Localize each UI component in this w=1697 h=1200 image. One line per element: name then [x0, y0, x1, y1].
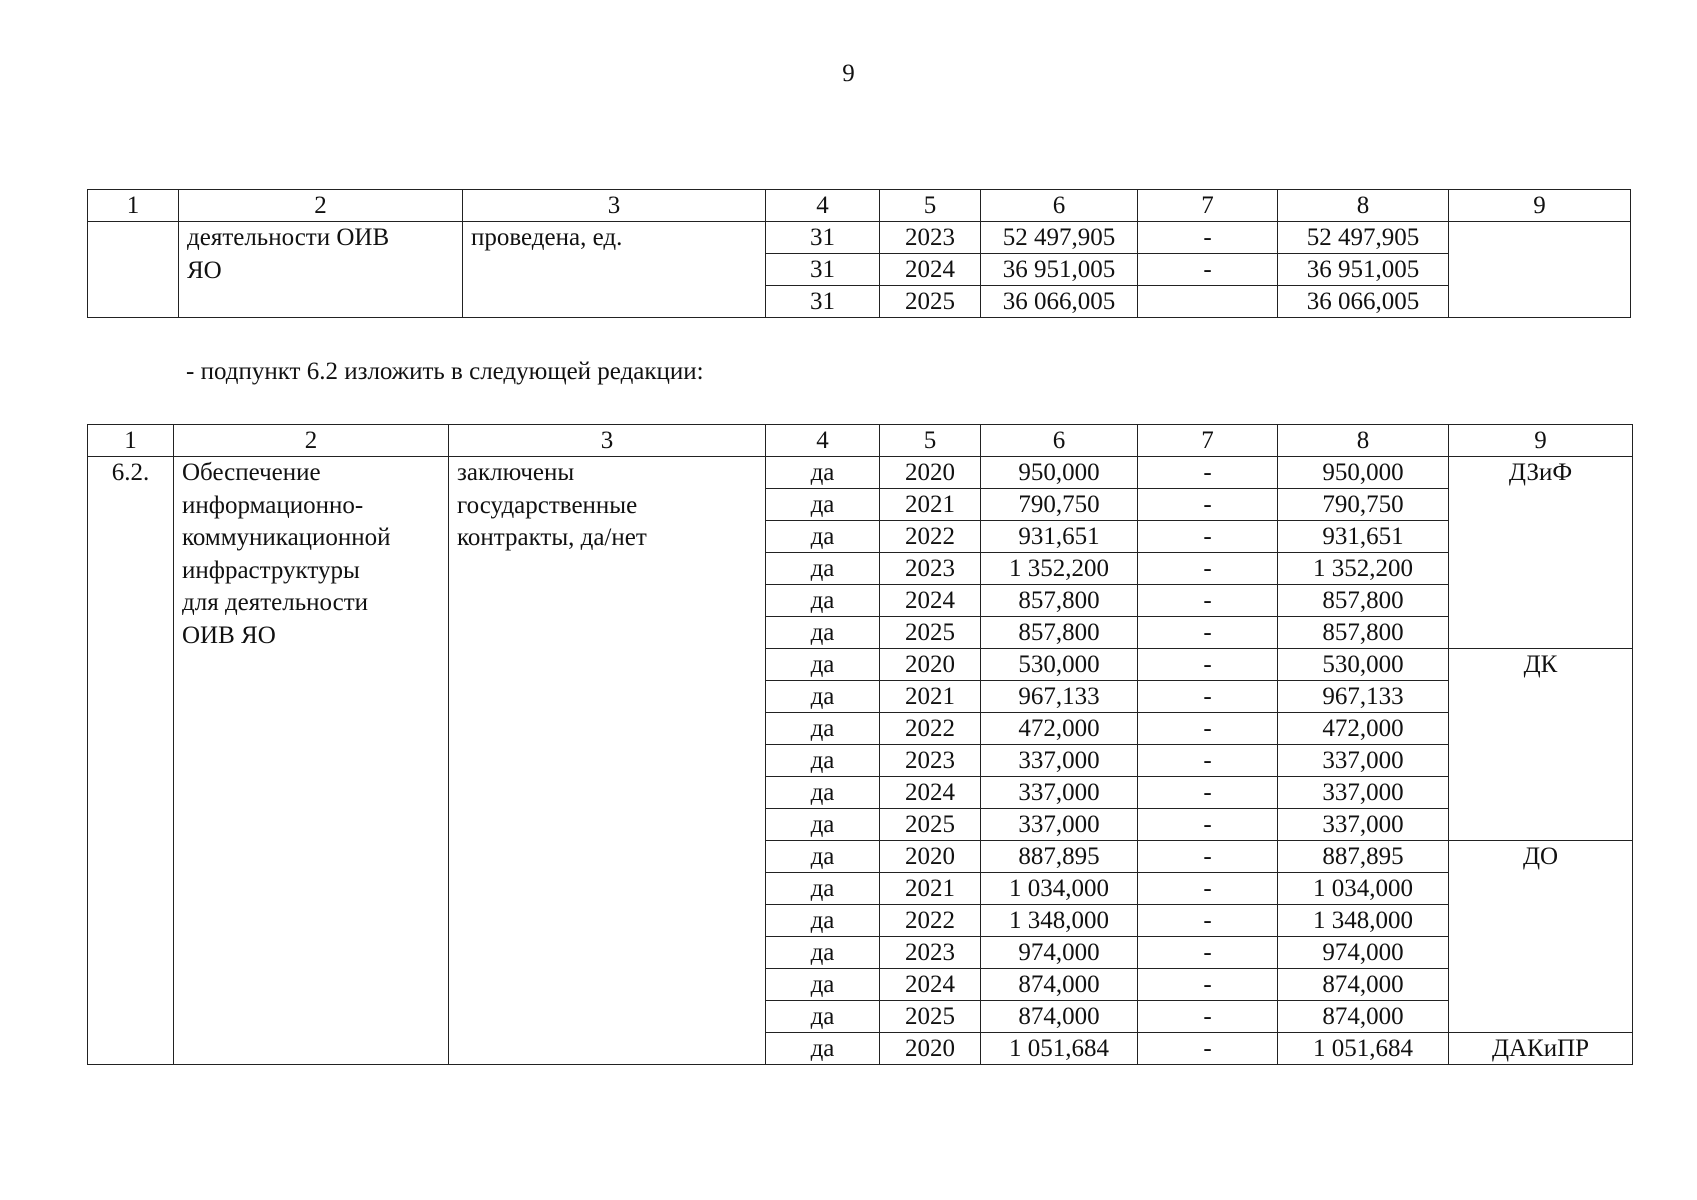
column-number: 2 [174, 425, 449, 457]
page-number: 9 [842, 60, 855, 87]
amount-cell-col7: - [1138, 777, 1278, 809]
indicator-value-cell: да [766, 777, 880, 809]
column-number: 3 [449, 425, 766, 457]
amount-cell-col8: 887,895 [1278, 841, 1449, 873]
column-number: 7 [1138, 425, 1278, 457]
amount-cell-col7: - [1138, 553, 1278, 585]
table-row [88, 457, 1633, 489]
column-number: 1 [88, 425, 174, 457]
amount-cell-col7: - [1138, 649, 1278, 681]
amount-cell-col8: 1 051,684 [1278, 1033, 1449, 1065]
year-cell: 2025 [880, 809, 981, 841]
column-number: 2 [179, 190, 463, 222]
total-amount-cell: 52 497,905 [981, 222, 1138, 254]
year-cell: 2025 [880, 286, 981, 318]
amount-cell-col7: - [1138, 254, 1278, 286]
year-cell: 2023 [880, 222, 981, 254]
column-number: 9 [1449, 190, 1631, 222]
total-amount-cell: 887,895 [981, 841, 1138, 873]
indicator-value-cell: да [766, 521, 880, 553]
total-amount-cell: 857,800 [981, 585, 1138, 617]
amount-cell-col7: - [1138, 457, 1278, 489]
indicator-value-cell: да [766, 809, 880, 841]
amount-cell-col8: 337,000 [1278, 777, 1449, 809]
amount-cell-col8: 950,000 [1278, 457, 1449, 489]
amount-cell-col8: 36 951,005 [1278, 254, 1449, 286]
year-cell: 2024 [880, 585, 981, 617]
column-number: 6 [981, 190, 1138, 222]
amount-cell-col8: 337,000 [1278, 809, 1449, 841]
amount-cell-col8: 1 352,200 [1278, 553, 1449, 585]
indicator-value-cell: да [766, 1001, 880, 1033]
executor-cell: ДЗиФ [1449, 457, 1633, 649]
total-amount-cell: 36 951,005 [981, 254, 1138, 286]
total-amount-cell: 1 348,000 [981, 905, 1138, 937]
year-cell: 2023 [880, 745, 981, 777]
indicator-value-cell: да [766, 489, 880, 521]
year-cell: 2021 [880, 873, 981, 905]
total-amount-cell: 337,000 [981, 777, 1138, 809]
indicator-value-cell: да [766, 873, 880, 905]
column-number-row [88, 425, 1633, 457]
amount-cell-col8: 931,651 [1278, 521, 1449, 553]
amount-cell-col7: - [1138, 713, 1278, 745]
total-amount-cell: 530,000 [981, 649, 1138, 681]
total-amount-cell: 1 051,684 [981, 1033, 1138, 1065]
executor-cell: ДО [1449, 841, 1633, 1033]
amount-cell-col8: 874,000 [1278, 1001, 1449, 1033]
total-amount-cell: 974,000 [981, 937, 1138, 969]
indicator-value-cell: да [766, 649, 880, 681]
column-number: 3 [463, 190, 766, 222]
year-cell: 2021 [880, 489, 981, 521]
total-amount-cell: 472,000 [981, 713, 1138, 745]
column-number: 1 [88, 190, 179, 222]
column-number: 8 [1278, 425, 1449, 457]
amount-cell-col8: 530,000 [1278, 649, 1449, 681]
executor-cell: ДАКиПР [1449, 1033, 1633, 1065]
amount-cell-col7: - [1138, 841, 1278, 873]
indicator-value-cell: 31 [766, 222, 880, 254]
amount-cell-col8: 974,000 [1278, 937, 1449, 969]
total-amount-cell: 931,651 [981, 521, 1138, 553]
year-cell: 2021 [880, 681, 981, 713]
column-number: 7 [1138, 190, 1278, 222]
column-number: 6 [981, 425, 1138, 457]
year-cell: 2023 [880, 937, 981, 969]
amount-cell-col7: - [1138, 681, 1278, 713]
total-amount-cell: 1 034,000 [981, 873, 1138, 905]
amount-cell-col7: - [1138, 809, 1278, 841]
indicator-value-cell: да [766, 585, 880, 617]
year-cell: 2023 [880, 553, 981, 585]
total-amount-cell: 874,000 [981, 1001, 1138, 1033]
year-cell: 2022 [880, 713, 981, 745]
amount-cell-col8: 967,133 [1278, 681, 1449, 713]
column-number: 4 [766, 190, 880, 222]
indicator-value-cell: да [766, 553, 880, 585]
amount-cell-col7: - [1138, 521, 1278, 553]
indicator-value-cell: да [766, 681, 880, 713]
amount-cell-col8: 857,800 [1278, 585, 1449, 617]
year-cell: 2020 [880, 1033, 981, 1065]
amount-cell-col8: 1 348,000 [1278, 905, 1449, 937]
column-number-row [88, 190, 1631, 222]
year-cell: 2025 [880, 617, 981, 649]
indicator-value-cell: да [766, 969, 880, 1001]
amount-cell-col7: - [1138, 905, 1278, 937]
total-amount-cell: 950,000 [981, 457, 1138, 489]
column-number: 5 [880, 190, 981, 222]
table-row [88, 222, 1631, 254]
executor-cell [1449, 222, 1631, 318]
year-cell: 2025 [880, 1001, 981, 1033]
indicator-value-cell: да [766, 1033, 880, 1065]
amount-cell-col7: - [1138, 489, 1278, 521]
amount-cell-col8: 790,750 [1278, 489, 1449, 521]
total-amount-cell: 337,000 [981, 745, 1138, 777]
amount-cell-col8: 874,000 [1278, 969, 1449, 1001]
amount-cell-col7: - [1138, 969, 1278, 1001]
amount-cell-col7: - [1138, 617, 1278, 649]
column-number: 5 [880, 425, 981, 457]
indicator-value-cell: 31 [766, 286, 880, 318]
year-cell: 2024 [880, 254, 981, 286]
table-continuation [87, 189, 1631, 318]
amount-cell-col8: 1 034,000 [1278, 873, 1449, 905]
indicator-value-cell: да [766, 937, 880, 969]
indicator-value-cell: да [766, 841, 880, 873]
amount-cell-col7 [1138, 286, 1278, 318]
measure-name-cell: Обеспечение информационно- коммуникационной инфраструктуры для деятельности ОИВ ЯО [174, 457, 449, 1065]
amount-cell-col8: 36 066,005 [1278, 286, 1449, 318]
year-cell: 2024 [880, 969, 981, 1001]
year-cell: 2022 [880, 521, 981, 553]
total-amount-cell: 857,800 [981, 617, 1138, 649]
indicator-value-cell: да [766, 457, 880, 489]
amount-cell-col7: - [1138, 1033, 1278, 1065]
indicator-value-cell: да [766, 617, 880, 649]
indicator-value-cell: да [766, 713, 880, 745]
column-number: 8 [1278, 190, 1449, 222]
indicator-cell: заключены государственные контракты, да/нет [449, 457, 766, 1065]
column-number: 9 [1449, 425, 1633, 457]
number-cell: 6.2. [88, 457, 174, 1065]
amount-cell-col8: 857,800 [1278, 617, 1449, 649]
total-amount-cell: 1 352,200 [981, 553, 1138, 585]
instruction-text: - подпункт 6.2 изложить в следующей редакции: [186, 358, 704, 385]
amount-cell-col7: - [1138, 873, 1278, 905]
total-amount-cell: 790,750 [981, 489, 1138, 521]
amount-cell-col7: - [1138, 937, 1278, 969]
amount-cell-col7: - [1138, 1001, 1278, 1033]
executor-cell: ДК [1449, 649, 1633, 841]
total-amount-cell: 967,133 [981, 681, 1138, 713]
total-amount-cell: 874,000 [981, 969, 1138, 1001]
amount-cell-col7: - [1138, 585, 1278, 617]
year-cell: 2020 [880, 649, 981, 681]
total-amount-cell: 36 066,005 [981, 286, 1138, 318]
total-amount-cell: 337,000 [981, 809, 1138, 841]
year-cell: 2022 [880, 905, 981, 937]
amount-cell-col8: 337,000 [1278, 745, 1449, 777]
number-cell [88, 222, 179, 318]
indicator-cell: проведена, ед. [463, 222, 766, 318]
amount-cell-col8: 52 497,905 [1278, 222, 1449, 254]
amount-cell-col7: - [1138, 222, 1278, 254]
column-number: 4 [766, 425, 880, 457]
year-cell: 2024 [880, 777, 981, 809]
indicator-value-cell: 31 [766, 254, 880, 286]
year-cell: 2020 [880, 457, 981, 489]
year-cell: 2020 [880, 841, 981, 873]
indicator-value-cell: да [766, 905, 880, 937]
amount-cell-col7: - [1138, 745, 1278, 777]
measure-name-cell: деятельности ОИВ ЯО [179, 222, 463, 318]
indicator-value-cell: да [766, 745, 880, 777]
table-subitem-6-2 [87, 424, 1633, 1065]
amount-cell-col8: 472,000 [1278, 713, 1449, 745]
